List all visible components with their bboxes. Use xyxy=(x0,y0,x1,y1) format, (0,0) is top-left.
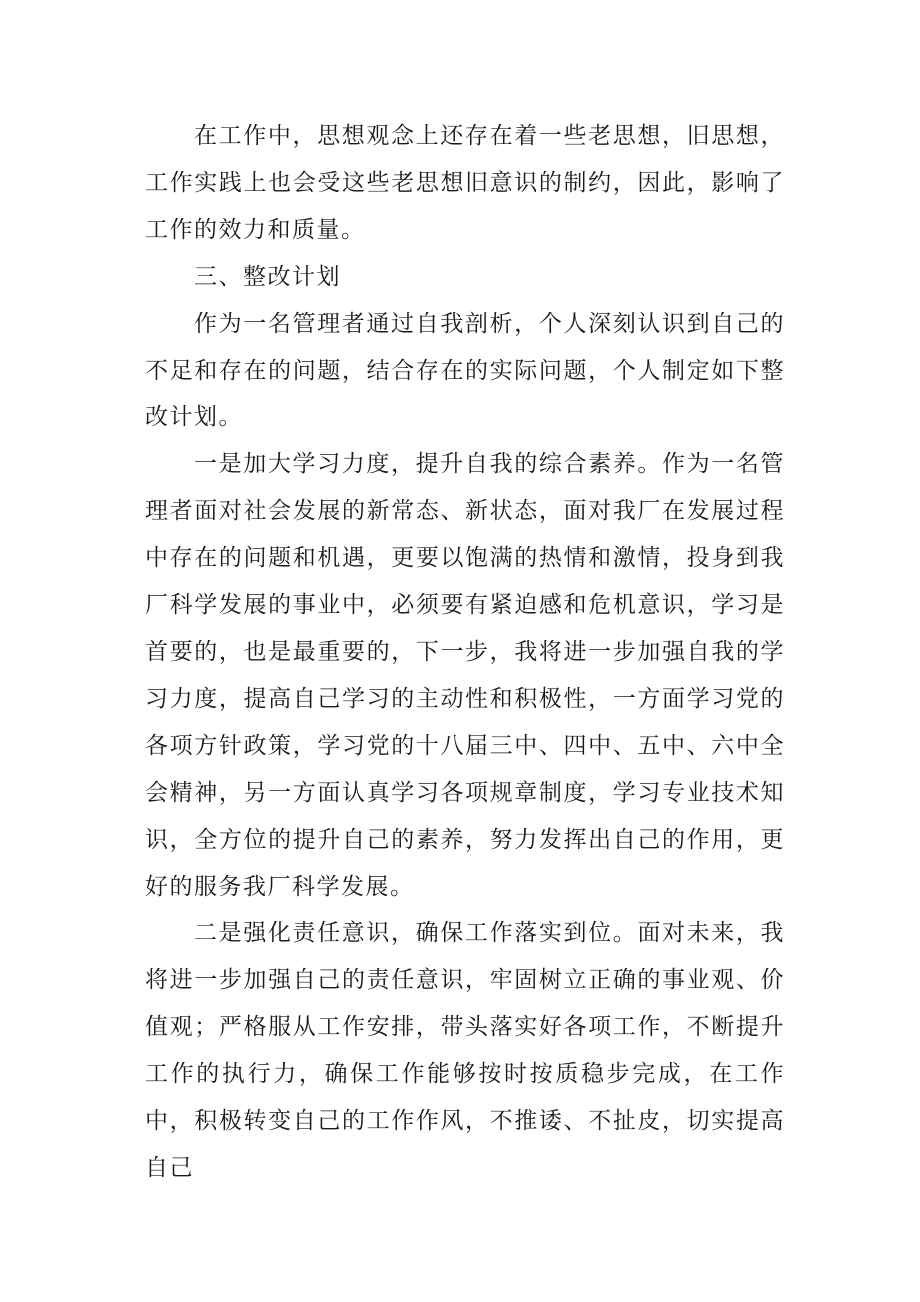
paragraph-self-analysis: 作为一名管理者通过自我剖析，个人深刻认识到自己的不足和存在的问题，结合存在的实际问题，个人制定如下整改计划。 xyxy=(145,310,785,431)
paragraph-learning-plan: 一是加大学习力度，提升自我的综合素养。作为一名管理者面对社会发展的新常态、新状态，面对我厂在发展过程中存在的问题和机遇，更要以饱满的热情和激情，投身到我厂科学发展的事业中，必须要有紧迫感和危机意识，学习是首要的，也是最重要的，下一步，我将进一步加强自我的学习力度，提高自己学习的主动性和积极性，一方面学习党的各项方针政策，学习党的十八届三中、四中、五中、六中全会精神，另一方面认真学习各项规章制度，学习专业技术知识，全方位的提升自己的素养，努力发挥出自己的作用，更好的服务我厂科学发展。 xyxy=(145,451,785,900)
document-body xyxy=(145,113,785,1192)
section-heading-rectification-plan: 三、整改计划 xyxy=(194,263,341,290)
paragraph-work-mindset: 在工作中，思想观念上还存在着一些老思想，旧思想，工作实践上也会受这些老思想旧意识的制约，因此，影响了工作的效力和质量。 xyxy=(145,123,785,243)
paragraph-responsibility-plan: 二是强化责任意识，确保工作落实到位。面对未来，我将进一步加强自己的责任意识，牢固树立正确的事业观、价值观；严格服从工作安排，带头落实好各项工作，不断提升工作的执行力，确保工作能够按时按质稳步完成，在工作中，积极转变自己的工作作风，不推诿、不扯皮，切实提高自己 xyxy=(145,920,785,1181)
